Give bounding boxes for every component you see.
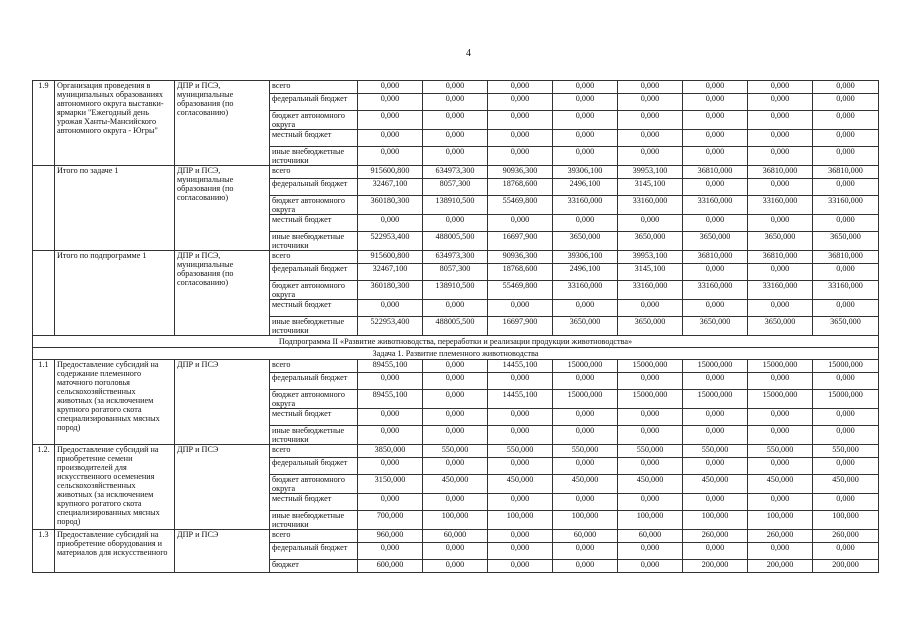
amount-cell: 33160,000 [553,196,618,215]
row-number: 1.1 [33,360,55,445]
amount-cell: 488005,500 [423,317,488,336]
amount-cell: 0,000 [423,215,488,232]
row-number: 1.9 [33,81,55,166]
amount-cell: 39306,100 [553,166,618,179]
amount-cell: 0,000 [358,426,423,445]
funding-source: федеральный бюджет [270,264,358,281]
amount-cell: 33160,000 [618,281,683,300]
amount-cell: 0,000 [748,458,813,475]
task-row [33,348,879,360]
amount-cell: 0,000 [748,543,813,560]
responsible-executor: ДПР и ПСЭ [175,530,270,573]
amount-cell: 2496,100 [553,264,618,281]
amount-cell: 100,000 [488,511,553,530]
amount-cell: 550,000 [423,445,488,458]
amount-cell: 0,000 [553,494,618,511]
amount-cell: 8057,300 [423,179,488,196]
amount-cell: 0,000 [553,409,618,426]
amount-cell: 0,000 [358,130,423,147]
amount-cell: 0,000 [748,300,813,317]
amount-cell: 0,000 [423,147,488,166]
amount-cell: 0,000 [813,130,879,147]
amount-cell: 100,000 [553,511,618,530]
funding-source: всего [270,166,358,179]
amount-cell: 55469,800 [488,196,553,215]
amount-cell: 550,000 [488,445,553,458]
amount-cell: 36810,000 [813,251,879,264]
budget-table-sheet [32,80,878,573]
amount-cell: 16697,900 [488,232,553,251]
amount-cell: 0,000 [423,300,488,317]
subprogram-row [33,336,879,348]
amount-cell: 0,000 [748,179,813,196]
amount-cell: 3650,000 [813,232,879,251]
amount-cell: 36810,000 [683,251,748,264]
measure-name: Организация проведения в муниципальных образованиях автономного округа выставки-ярмарки "Ежегодный день урожая Ханты-Мансийского автономного округа - Югры" [55,81,175,166]
amount-cell: 0,000 [813,543,879,560]
funding-source: бюджет автономного округа [270,475,358,494]
amount-cell: 0,000 [813,409,879,426]
amount-cell: 0,000 [618,409,683,426]
amount-cell: 260,000 [813,530,879,543]
funding-source: федеральный бюджет [270,373,358,390]
amount-cell: 200,000 [748,560,813,573]
funding-source: бюджет автономного округа [270,281,358,300]
amount-cell: 0,000 [553,111,618,130]
amount-cell: 90936,300 [488,166,553,179]
amount-cell: 0,000 [488,111,553,130]
amount-cell: 0,000 [683,111,748,130]
amount-cell: 33160,000 [683,281,748,300]
amount-cell: 60,000 [423,530,488,543]
amount-cell: 0,000 [813,94,879,111]
amount-cell: 0,000 [683,409,748,426]
amount-cell: 15000,000 [618,390,683,409]
amount-cell: 450,000 [813,475,879,494]
amount-cell: 915600,800 [358,166,423,179]
amount-cell: 0,000 [813,426,879,445]
funding-source: федеральный бюджет [270,458,358,475]
amount-cell: 138910,500 [423,281,488,300]
page-number: 4 [466,48,471,59]
amount-cell: 0,000 [683,215,748,232]
amount-cell: 0,000 [488,300,553,317]
row-number [33,166,55,251]
table-row [33,530,879,543]
amount-cell: 3145,100 [618,179,683,196]
amount-cell: 0,000 [748,426,813,445]
amount-cell: 39953,100 [618,166,683,179]
amount-cell: 0,000 [423,360,488,373]
amount-cell: 0,000 [553,543,618,560]
amount-cell: 0,000 [618,147,683,166]
amount-cell: 138910,500 [423,196,488,215]
amount-cell: 0,000 [488,458,553,475]
responsible-executor: ДПР и ПСЭ, муниципальные образования (по согласованию) [175,81,270,166]
responsible-executor: ДПР и ПСЭ, муниципальные образования (по согласованию) [175,166,270,251]
funding-source: всего [270,360,358,373]
amount-cell: 0,000 [488,373,553,390]
amount-cell: 0,000 [618,111,683,130]
amount-cell: 0,000 [683,426,748,445]
amount-cell: 0,000 [618,373,683,390]
amount-cell: 450,000 [748,475,813,494]
amount-cell: 100,000 [813,511,879,530]
amount-cell: 550,000 [618,445,683,458]
amount-cell: 200,000 [813,560,879,573]
amount-cell: 0,000 [683,179,748,196]
funding-source: федеральный бюджет [270,94,358,111]
amount-cell: 0,000 [618,81,683,94]
amount-cell: 0,000 [683,147,748,166]
amount-cell: 0,000 [683,494,748,511]
amount-cell: 15000,000 [553,360,618,373]
amount-cell: 33160,000 [683,196,748,215]
row-number: 1.3 [33,530,55,573]
amount-cell: 0,000 [813,215,879,232]
amount-cell: 260,000 [748,530,813,543]
amount-cell: 0,000 [683,543,748,560]
amount-cell: 0,000 [553,130,618,147]
amount-cell: 0,000 [618,494,683,511]
amount-cell: 33160,000 [813,281,879,300]
funding-source: федеральный бюджет [270,179,358,196]
responsible-executor: ДПР и ПСЭ, муниципальные образования (по согласованию) [175,251,270,336]
measure-name: Предоставление субсидий на содержание племенного маточного поголовья сельскохозяйственных животных (за исключением крупного рогатого скота специализированных мясных пород) [55,360,175,445]
amount-cell: 0,000 [683,373,748,390]
funding-source: местный бюджет [270,215,358,232]
funding-source: иные внебюджетные источники [270,426,358,445]
amount-cell: 33160,000 [748,196,813,215]
amount-cell: 0,000 [618,458,683,475]
amount-cell: 18768,600 [488,179,553,196]
table-row [33,360,879,373]
amount-cell: 18768,600 [488,264,553,281]
amount-cell: 0,000 [358,94,423,111]
amount-cell: 3650,000 [683,317,748,336]
amount-cell: 3650,000 [553,232,618,251]
task-title: Задача 1. Развитие племенного животноводства [33,348,879,360]
amount-cell: 634973,300 [423,166,488,179]
amount-cell: 0,000 [618,543,683,560]
amount-cell: 0,000 [553,215,618,232]
amount-cell: 3650,000 [618,232,683,251]
amount-cell: 3650,000 [813,317,879,336]
amount-cell: 0,000 [423,81,488,94]
amount-cell: 0,000 [748,111,813,130]
amount-cell: 0,000 [683,300,748,317]
amount-cell: 0,000 [553,300,618,317]
amount-cell: 915600,800 [358,251,423,264]
amount-cell: 450,000 [423,475,488,494]
funding-source: иные внебюджетные источники [270,232,358,251]
amount-cell: 0,000 [748,409,813,426]
amount-cell: 15000,000 [748,360,813,373]
amount-cell: 0,000 [423,494,488,511]
funding-source: бюджет автономного округа [270,196,358,215]
amount-cell: 0,000 [618,130,683,147]
amount-cell: 0,000 [488,530,553,543]
amount-cell: 550,000 [813,445,879,458]
funding-source: местный бюджет [270,409,358,426]
amount-cell: 0,000 [488,409,553,426]
amount-cell: 0,000 [423,458,488,475]
amount-cell: 0,000 [358,81,423,94]
amount-cell: 0,000 [423,130,488,147]
amount-cell: 15000,000 [618,360,683,373]
amount-cell: 0,000 [748,494,813,511]
amount-cell: 450,000 [683,475,748,494]
table-row [33,166,879,179]
amount-cell: 3850,000 [358,445,423,458]
amount-cell: 0,000 [553,458,618,475]
funding-source: всего [270,445,358,458]
amount-cell: 3145,100 [618,264,683,281]
amount-cell: 15000,000 [813,360,879,373]
amount-cell: 16697,900 [488,317,553,336]
subprogram-title: Подпрограмма II «Развитие животноводства, переработки и реализации продукции животноводства» [33,336,879,348]
amount-cell: 0,000 [813,179,879,196]
amount-cell: 960,000 [358,530,423,543]
amount-cell: 0,000 [813,458,879,475]
amount-cell: 0,000 [358,409,423,426]
amount-cell: 39953,100 [618,251,683,264]
amount-cell: 0,000 [488,81,553,94]
amount-cell: 0,000 [748,264,813,281]
amount-cell: 55469,800 [488,281,553,300]
amount-cell: 0,000 [423,373,488,390]
amount-cell: 0,000 [488,94,553,111]
measure-name: Предоставление субсидий на приобретение оборудования и материалов для искусственного [55,530,175,573]
amount-cell: 0,000 [488,494,553,511]
amount-cell: 3650,000 [683,232,748,251]
funding-source: бюджет автономного округа [270,390,358,409]
amount-cell: 0,000 [813,147,879,166]
amount-cell: 0,000 [488,215,553,232]
amount-cell: 36810,000 [683,166,748,179]
amount-cell: 33160,000 [618,196,683,215]
amount-cell: 0,000 [618,215,683,232]
amount-cell: 39306,100 [553,251,618,264]
amount-cell: 0,000 [553,147,618,166]
amount-cell: 0,000 [423,409,488,426]
funding-source: всего [270,530,358,543]
amount-cell: 0,000 [488,543,553,560]
amount-cell: 15000,000 [748,390,813,409]
amount-cell: 100,000 [683,511,748,530]
amount-cell: 360180,300 [358,281,423,300]
amount-cell: 3650,000 [553,317,618,336]
amount-cell: 32467,100 [358,264,423,281]
amount-cell: 0,000 [423,543,488,560]
amount-cell: 0,000 [358,147,423,166]
table-body [33,81,879,573]
funding-source: всего [270,251,358,264]
amount-cell: 32467,100 [358,179,423,196]
amount-cell: 0,000 [748,147,813,166]
amount-cell: 0,000 [553,81,618,94]
funding-source: местный бюджет [270,300,358,317]
amount-cell: 0,000 [618,560,683,573]
amount-cell: 0,000 [423,390,488,409]
amount-cell: 0,000 [358,111,423,130]
amount-cell: 522953,400 [358,317,423,336]
amount-cell: 2496,100 [553,179,618,196]
table-row [33,445,879,458]
amount-cell: 100,000 [748,511,813,530]
amount-cell: 634973,300 [423,251,488,264]
amount-cell: 0,000 [553,94,618,111]
amount-cell: 0,000 [553,560,618,573]
funding-source: местный бюджет [270,494,358,511]
amount-cell: 0,000 [488,426,553,445]
amount-cell: 0,000 [553,426,618,445]
amount-cell: 14455,100 [488,390,553,409]
amount-cell: 33160,000 [813,196,879,215]
funding-source: федеральный бюджет [270,543,358,560]
amount-cell: 0,000 [488,147,553,166]
amount-cell: 3650,000 [748,317,813,336]
measure-name: Итого по подпрограмме 1 [55,251,175,336]
amount-cell: 0,000 [358,373,423,390]
amount-cell: 89455,100 [358,390,423,409]
amount-cell: 14455,100 [488,360,553,373]
funding-source: иные внебюджетные источники [270,317,358,336]
measure-name: Предоставление субсидий на приобретение семени производителей для искусственного осеменения сельскохозяйственных животных (за исключением крупного рогатого скота специализированных мясных пород) [55,445,175,530]
measure-name: Итого по задаче 1 [55,166,175,251]
amount-cell: 0,000 [358,494,423,511]
amount-cell: 33160,000 [748,281,813,300]
amount-cell: 0,000 [358,215,423,232]
amount-cell: 0,000 [813,494,879,511]
amount-cell: 0,000 [813,81,879,94]
amount-cell: 15000,000 [683,390,748,409]
responsible-executor: ДПР и ПСЭ [175,360,270,445]
amount-cell: 0,000 [748,94,813,111]
amount-cell: 550,000 [683,445,748,458]
amount-cell: 0,000 [683,94,748,111]
amount-cell: 0,000 [748,215,813,232]
row-number [33,251,55,336]
amount-cell: 700,000 [358,511,423,530]
funding-source: иные внебюджетные источники [270,511,358,530]
amount-cell: 0,000 [813,373,879,390]
amount-cell: 0,000 [618,94,683,111]
responsible-executor: ДПР и ПСЭ [175,445,270,530]
amount-cell: 90936,300 [488,251,553,264]
amount-cell: 0,000 [813,111,879,130]
amount-cell: 600,000 [358,560,423,573]
amount-cell: 0,000 [423,426,488,445]
amount-cell: 33160,000 [553,281,618,300]
amount-cell: 0,000 [748,81,813,94]
amount-cell: 200,000 [683,560,748,573]
amount-cell: 450,000 [618,475,683,494]
amount-cell: 0,000 [683,264,748,281]
amount-cell: 0,000 [748,130,813,147]
amount-cell: 0,000 [423,94,488,111]
budget-table [32,80,879,573]
amount-cell: 0,000 [553,373,618,390]
table-row [33,81,879,94]
amount-cell: 0,000 [683,130,748,147]
funding-source: иные внебюджетные источники [270,147,358,166]
amount-cell: 100,000 [423,511,488,530]
funding-source: бюджет автономного округа [270,111,358,130]
funding-source: бюджет [270,560,358,573]
amount-cell: 36810,000 [748,166,813,179]
amount-cell: 550,000 [553,445,618,458]
amount-cell: 36810,000 [748,251,813,264]
amount-cell: 360180,300 [358,196,423,215]
amount-cell: 0,000 [683,458,748,475]
amount-cell: 488005,500 [423,232,488,251]
amount-cell: 3650,000 [618,317,683,336]
amount-cell: 0,000 [488,560,553,573]
amount-cell: 0,000 [813,264,879,281]
amount-cell: 89455,100 [358,360,423,373]
amount-cell: 0,000 [813,300,879,317]
amount-cell: 260,000 [683,530,748,543]
amount-cell: 450,000 [488,475,553,494]
row-number: 1.2. [33,445,55,530]
amount-cell: 0,000 [683,81,748,94]
amount-cell: 0,000 [358,543,423,560]
amount-cell: 0,000 [618,300,683,317]
amount-cell: 0,000 [748,373,813,390]
amount-cell: 100,000 [618,511,683,530]
amount-cell: 15000,000 [683,360,748,373]
amount-cell: 15000,000 [813,390,879,409]
amount-cell: 0,000 [358,458,423,475]
amount-cell: 3150,000 [358,475,423,494]
amount-cell: 0,000 [488,130,553,147]
funding-source: местный бюджет [270,130,358,147]
amount-cell: 450,000 [553,475,618,494]
amount-cell: 522953,400 [358,232,423,251]
amount-cell: 15000,000 [553,390,618,409]
amount-cell: 8057,300 [423,264,488,281]
funding-source: всего [270,81,358,94]
amount-cell: 0,000 [423,560,488,573]
amount-cell: 36810,000 [813,166,879,179]
table-row [33,251,879,264]
amount-cell: 0,000 [618,426,683,445]
amount-cell: 60,000 [553,530,618,543]
amount-cell: 60,000 [618,530,683,543]
amount-cell: 0,000 [358,300,423,317]
amount-cell: 0,000 [423,111,488,130]
amount-cell: 3650,000 [748,232,813,251]
amount-cell: 550,000 [748,445,813,458]
